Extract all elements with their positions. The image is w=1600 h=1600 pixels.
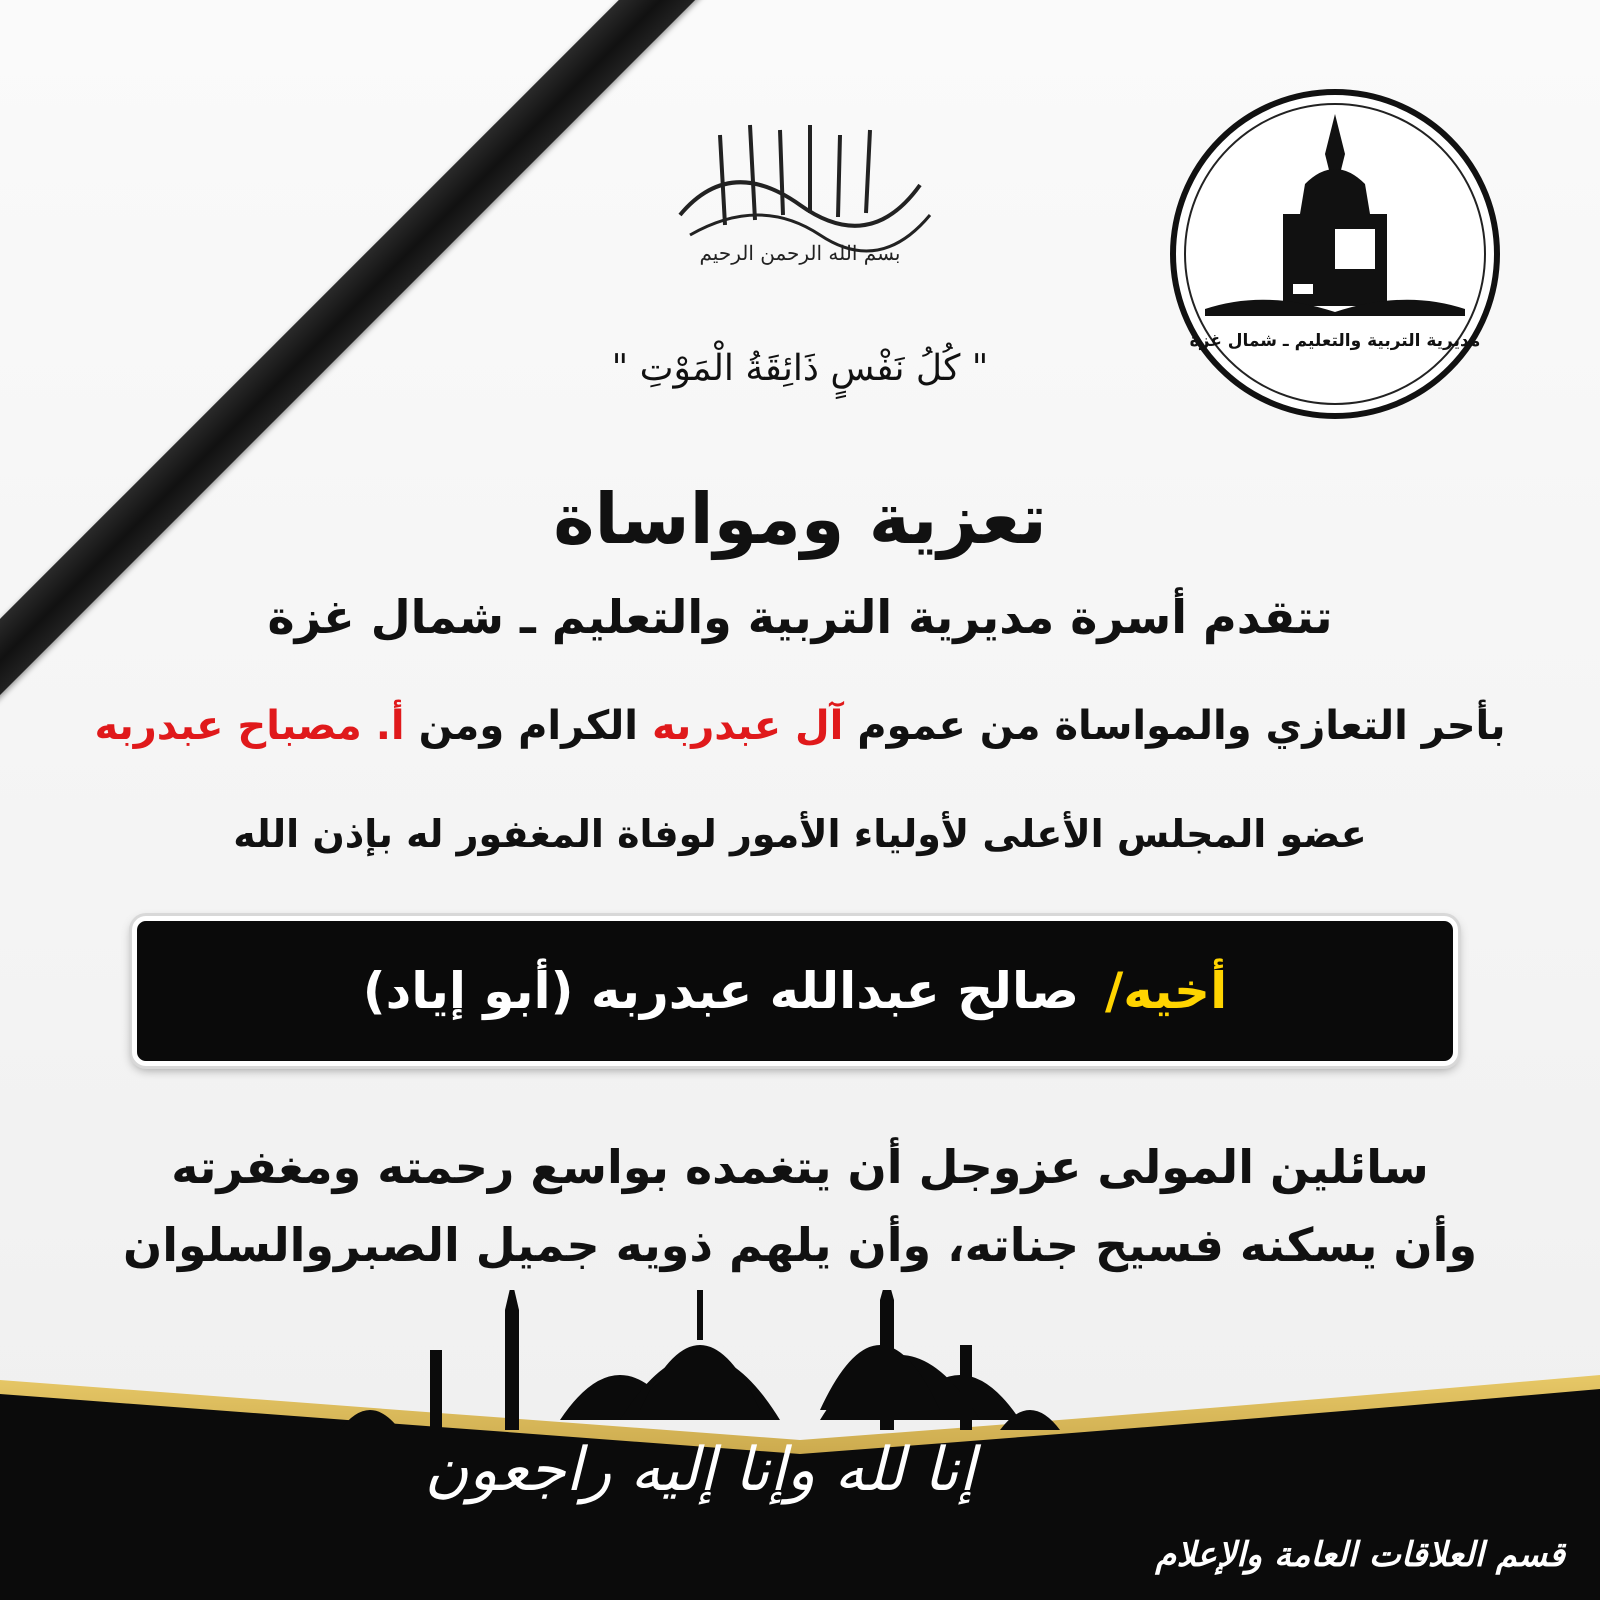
page-title: تعزية ومواساة	[553, 478, 1047, 560]
deceased-name-box	[132, 916, 1458, 1066]
message-part2: الكرام ومن	[418, 703, 639, 749]
verse-quote: " كُلُ نَفْسٍ ذَائِقَةُ الْمَوْتِ "	[611, 348, 989, 389]
deceased-prefix: أخيه/	[1105, 962, 1228, 1020]
quran-footer: إنا لله وإنا إليه راجعون	[424, 1435, 976, 1505]
member-line: عضو المجلس الأعلى لأولياء الأمور لوفاة المغفور له بإذن الله	[233, 812, 1367, 856]
prayer-line-2: وأن يسكنه فسيح جناته، وأن يلهم ذويه جميل الصبروالسلوان	[122, 1218, 1478, 1272]
prayer-line-1: سائلين المولى عزوجل أن يتغمده بواسع رحمته ومغفرته	[171, 1140, 1429, 1194]
organization-line: تتقدم أسرة مديرية التربية والتعليم ـ شمال غزة	[267, 590, 1333, 644]
department-footer: قسم العلاقات العامة والإعلام	[1155, 1535, 1565, 1575]
family-name: آل عبدربه	[651, 703, 844, 749]
deceased-name: صالح عبدالله عبدربه (أبو إياد)	[362, 962, 1080, 1020]
message-part1: بأحر التعازي والمواساة من عموم	[857, 703, 1506, 749]
basmala-calligraphy	[650, 95, 950, 275]
person-name: أ. مصباح عبدربه	[94, 703, 405, 749]
condolence-message	[0, 703, 1600, 749]
svg-text:مديرية التربية والتعليم ـ شمال: مديرية التربية والتعليم ـ شمال غزة	[1189, 331, 1481, 351]
svg-text:بسم الله الرحمن الرحيم: بسم الله الرحمن الرحيم	[699, 241, 901, 265]
